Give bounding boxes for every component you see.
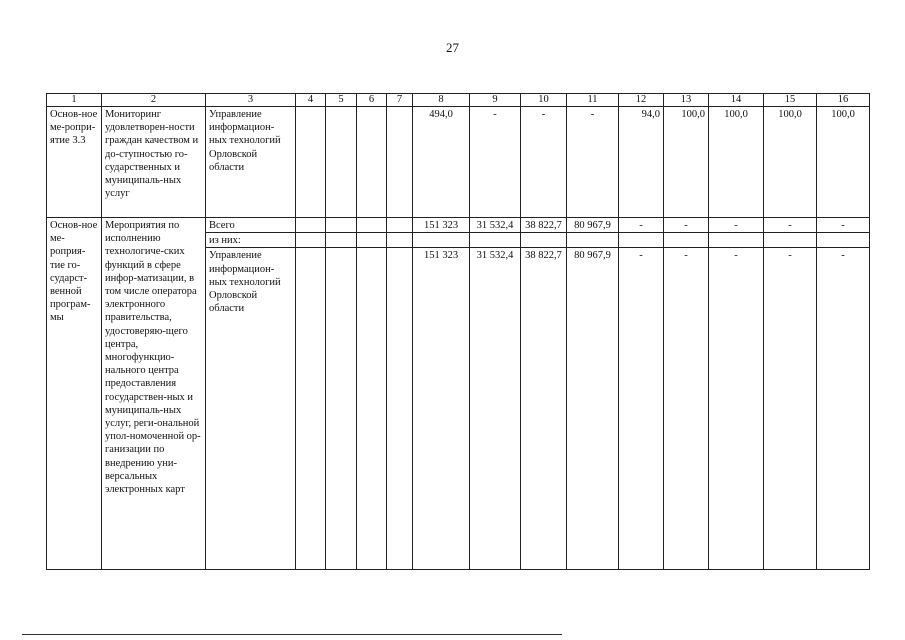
- empty-cell: [357, 218, 387, 233]
- empty-cell: [387, 248, 413, 570]
- value-cell: 100,0: [764, 107, 817, 218]
- empty-cell: [521, 233, 567, 248]
- activity-name: Мониторинг удовлетворен-ности граждан качеством и до-ступностью го-сударственных и муниципаль-ных услуг: [102, 107, 206, 218]
- empty-cell: [413, 233, 470, 248]
- value-cell: -: [521, 107, 567, 218]
- empty-cell: [764, 233, 817, 248]
- header-row: [47, 94, 870, 107]
- empty-cell: [817, 233, 870, 248]
- value-cell: 38 822,7: [521, 218, 567, 233]
- budget-table: [46, 93, 870, 570]
- header-cell: 1: [47, 94, 102, 107]
- page-divider: [22, 634, 562, 635]
- value-cell: -: [470, 107, 521, 218]
- empty-cell: [470, 233, 521, 248]
- empty-cell: [357, 107, 387, 218]
- empty-cell: [664, 233, 709, 248]
- activity-name: Мероприятия по исполнению технологиче-ских функций в сфере инфор-матизации, в том числе оператора электронного правительства, удостоверяю-щего центра, многофункцио-нального центра предоставления государствен-ных и муниципаль-ных услуг, реги-ональной упол-номоченной ор-ганизации по внедрению уни-версальных электронных карт: [102, 218, 206, 570]
- header-cell: 11: [567, 94, 619, 107]
- value-cell: 100,0: [817, 107, 870, 218]
- activity-code: Основ-ное ме-роприя-тие го-сударст-венной програм-мы: [47, 218, 102, 570]
- value-cell: 80 967,9: [567, 218, 619, 233]
- empty-cell: [387, 233, 413, 248]
- header-cell: 9: [470, 94, 521, 107]
- empty-cell: [326, 233, 357, 248]
- value-cell: -: [817, 248, 870, 570]
- table-row: [47, 218, 870, 233]
- header-cell: 12: [619, 94, 664, 107]
- page-number: 27: [446, 40, 459, 55]
- executor: Управление информацион-ных технологий Орловской области: [206, 248, 296, 570]
- header-cell: 8: [413, 94, 470, 107]
- empty-cell: [619, 233, 664, 248]
- empty-cell: [296, 233, 326, 248]
- activity-code: Основ-ное ме-ропри-ятие 3.3: [47, 107, 102, 218]
- empty-cell: [326, 248, 357, 570]
- table-row: [47, 107, 870, 218]
- value-cell: 151 323: [413, 248, 470, 570]
- value-cell: -: [619, 248, 664, 570]
- empty-cell: [357, 233, 387, 248]
- executor: Управление информацион-ных технологий Орловской области: [206, 107, 296, 218]
- value-cell: 38 822,7: [521, 248, 567, 570]
- value-cell: -: [709, 218, 764, 233]
- value-cell: -: [619, 218, 664, 233]
- empty-cell: [357, 248, 387, 570]
- empty-cell: [296, 248, 326, 570]
- header-cell: 2: [102, 94, 206, 107]
- value-cell: 494,0: [413, 107, 470, 218]
- empty-cell: [296, 107, 326, 218]
- empty-cell: [296, 218, 326, 233]
- total-label: Всего: [206, 218, 296, 233]
- empty-cell: [326, 107, 357, 218]
- value-cell: 80 967,9: [567, 248, 619, 570]
- header-cell: 10: [521, 94, 567, 107]
- header-cell: 3: [206, 94, 296, 107]
- header-cell: 5: [326, 94, 357, 107]
- value-cell: -: [664, 218, 709, 233]
- header-cell: 7: [387, 94, 413, 107]
- value-cell: -: [664, 248, 709, 570]
- empty-cell: [709, 233, 764, 248]
- header-cell: 6: [357, 94, 387, 107]
- sub-label: из них:: [206, 233, 296, 248]
- value-cell: -: [817, 218, 870, 233]
- header-cell: 4: [296, 94, 326, 107]
- empty-cell: [387, 107, 413, 218]
- value-cell: 100,0: [664, 107, 709, 218]
- empty-cell: [387, 218, 413, 233]
- header-cell: 13: [664, 94, 709, 107]
- value-cell: 31 532,4: [470, 248, 521, 570]
- value-cell: -: [764, 248, 817, 570]
- value-cell: 151 323: [413, 218, 470, 233]
- empty-cell: [567, 233, 619, 248]
- header-cell: 14: [709, 94, 764, 107]
- header-cell: 15: [764, 94, 817, 107]
- header-cell: 16: [817, 94, 870, 107]
- empty-cell: [326, 218, 357, 233]
- value-cell: 31 532,4: [470, 218, 521, 233]
- value-cell: -: [709, 248, 764, 570]
- value-cell: 94,0: [619, 107, 664, 218]
- value-cell: 100,0: [709, 107, 764, 218]
- value-cell: -: [567, 107, 619, 218]
- value-cell: -: [764, 218, 817, 233]
